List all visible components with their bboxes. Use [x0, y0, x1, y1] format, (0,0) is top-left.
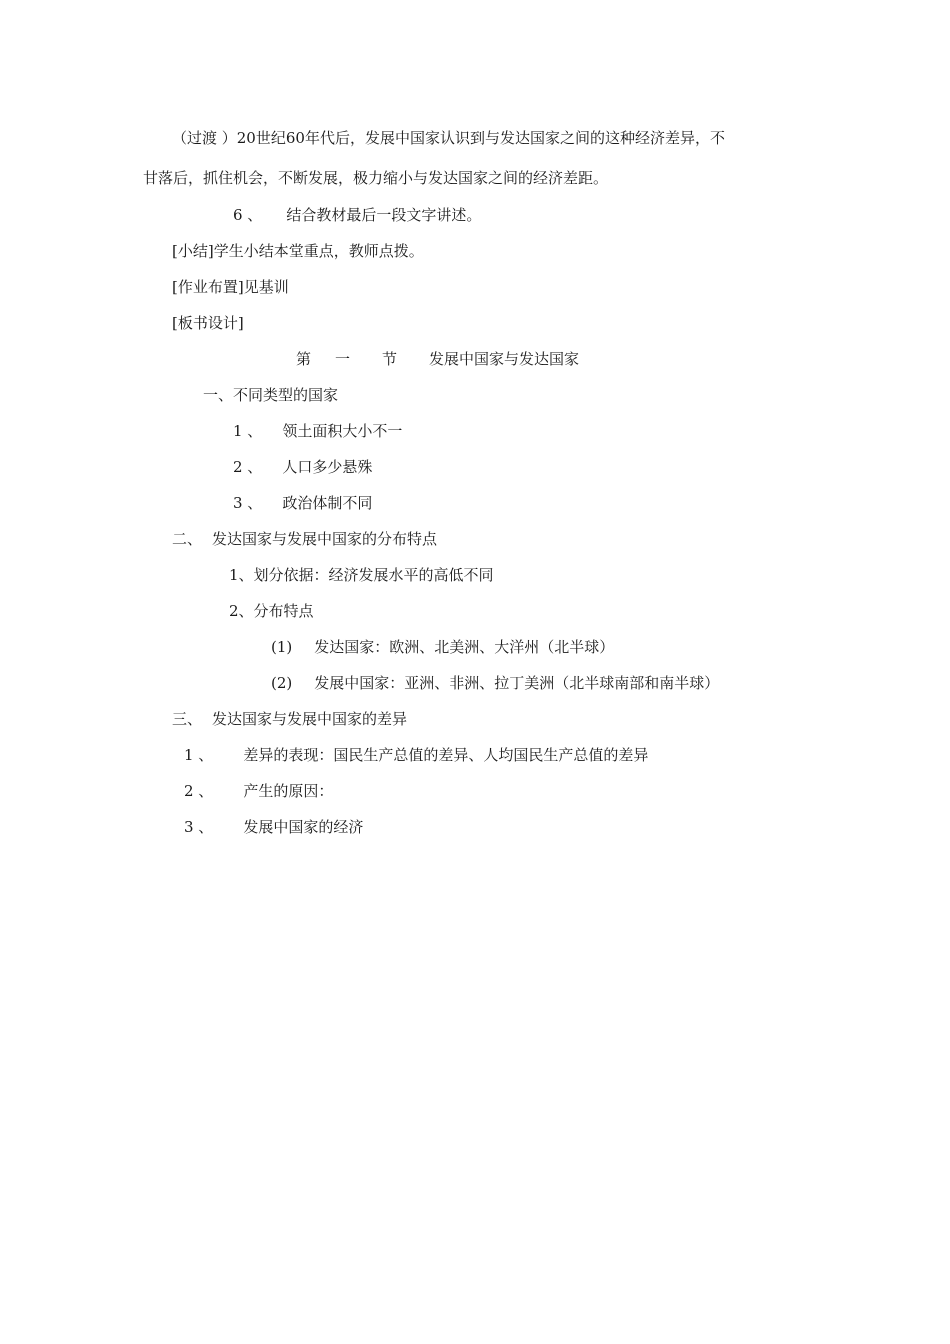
list-item-number: (1) [271, 638, 293, 656]
list-item-text: 发展中国家：亚洲、非洲、拉丁美洲（北半球南部和南半球） [314, 674, 720, 692]
list-item-number: 1 、 [233, 422, 263, 440]
list-item-text: 产生的原因： [243, 782, 334, 800]
list-item [184, 781, 333, 801]
list-item-text: 政治体制不同 [282, 494, 373, 512]
part2-heading-text: 发达国家与发展中国家的分布特点 [212, 530, 438, 548]
list-item-text: 差异的表现：国民生产总值的差异、人均国民生产总值的差异 [243, 746, 649, 764]
part2-number: 二、 [172, 530, 203, 548]
part3-number: 三、 [172, 710, 203, 728]
section-title [296, 349, 579, 369]
section-title-part: 发展中国家与发达国家 [429, 350, 580, 368]
part1-heading: 一、不同类型的国家 [203, 386, 339, 404]
list-item-text: 发达国家：欧洲、北美洲、大洋州（北半球） [314, 638, 615, 656]
list-item [233, 421, 402, 441]
section-title-part: 一 [335, 350, 351, 368]
list-item-number: 3 、 [233, 494, 263, 512]
part2-heading [172, 529, 437, 549]
list-item-number: 2 、 [184, 782, 214, 800]
section-title-part: 第 [296, 350, 312, 368]
list-item-number: (2) [271, 674, 293, 692]
list-item [184, 817, 363, 837]
part3-heading-text: 发达国家与发展中国家的差异 [212, 710, 408, 728]
list-item-number: 2 、 [233, 458, 263, 476]
list-item [233, 493, 372, 513]
homework-line: [作业布置]见基训 [172, 278, 289, 296]
item-6-number: 6 、 [233, 206, 263, 224]
list-item-text: 发展中国家的经济 [243, 818, 364, 836]
transition-paragraph-line-2: 甘落后，抓住机会，不断发展，极力缩小与发达国家之间的经济差距。 [143, 169, 609, 187]
section-title-part: 节 [382, 350, 398, 368]
part3-heading [172, 709, 407, 729]
list-item [271, 673, 719, 693]
item-6 [233, 205, 481, 225]
list-item [271, 637, 614, 657]
part2-sub-2: 2、分布特点 [229, 602, 314, 620]
summary-line: [小结]学生小结本堂重点，教师点拨。 [172, 242, 424, 260]
list-item-number: 1 、 [184, 746, 214, 764]
transition-paragraph-line-1: （过渡 ）20世纪60年代后，发展中国家认识到与发达国家之间的这种经济差异，不 [172, 129, 725, 147]
list-item-number: 3 、 [184, 818, 214, 836]
part2-sub-1: 1、划分依据：经济发展水平的高低不同 [229, 566, 494, 584]
list-item-text: 领土面积大小不一 [282, 422, 403, 440]
list-item-text: 人口多少悬殊 [282, 458, 373, 476]
board-design-label: [板书设计] [172, 314, 244, 332]
item-6-text: 结合教材最后一段文字讲述。 [286, 206, 482, 224]
list-item [233, 457, 372, 477]
list-item [184, 745, 648, 765]
